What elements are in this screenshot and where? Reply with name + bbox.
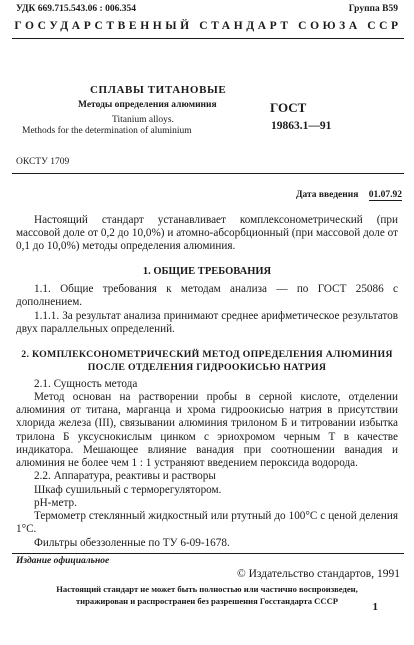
- equipment-item-ph-meter: pH-метр.: [34, 497, 77, 509]
- page-number: 1: [372, 601, 378, 613]
- official-edition-label: Издание официальное: [16, 556, 110, 566]
- standard-name: СПЛАВЫ ТИТАНОВЫЕ: [90, 84, 227, 96]
- intro-paragraph: Настоящий стандарт устанавливает комплексонометрический (при массовой доле от 0,2 до 10,0%) и атомно-абсорбционный (при массовой доле от 0,1 до 10,0%) методы определения алюминия.: [16, 214, 398, 253]
- section-2-1-heading: 2.1. Сущность метода: [34, 378, 138, 390]
- standard-method-ru: Методы определения алюминия: [78, 100, 217, 110]
- header-rule: [12, 38, 404, 39]
- equipment-item-drying-cabinet: Шкаф сушильный с терморегулятором.: [34, 484, 222, 496]
- introduction-date-label: Дата введения: [295, 190, 359, 200]
- equipment-item-thermometer: Термометр стеклянный жидкостный или ртутный до 100°С с ценой деления 1°С.: [16, 510, 398, 536]
- section-2-heading-line-2: ПОСЛЕ ОТДЕЛЕНИЯ ГИДРООКИСЬЮ НАТРИЯ: [87, 362, 327, 373]
- section-1-paragraph-2: 1.1.1. За результат анализа принимают среднее арифметическое результатов двух параллельных определений.: [16, 310, 398, 336]
- introduction-date: [296, 190, 402, 201]
- equipment-item-filters: Фильтры обеззоленные по ТУ 6-09-1678.: [34, 537, 230, 549]
- standard-method-en: Methods for the determination of aluminium: [22, 126, 192, 136]
- reproduction-notice-line-2: тиражирован и распространен без разрешения Госстандарта СССР: [75, 596, 339, 606]
- reproduction-notice-line-1: Настоящий стандарт не может быть полностью или частично воспроизведен,: [56, 584, 358, 594]
- gost-label: ГОСТ: [270, 100, 307, 115]
- introduction-date-value: 01.07.92: [368, 190, 402, 200]
- footer-rule: [12, 553, 404, 554]
- section-1-heading: 1. ОБЩИЕ ТРЕБОВАНИЯ: [142, 266, 272, 277]
- section-2-heading-line-1: 2. КОМПЛЕКСОНОМЕТРИЧЕСКИЙ МЕТОД ОПРЕДЕЛЕНИЯ АЛЮМИНИЯ: [21, 349, 393, 360]
- udk-code: УДК 669.715.543.06 : 006.354: [16, 4, 136, 14]
- document-header-title: ГОСУДАРСТВЕННЫЙ СТАНДАРТ СОЮЗА ССР: [14, 20, 402, 32]
- section-2-1-paragraph: Метод основан на растворении пробы в серной кислоте, отделении алюминия от титана, марганца и хрома гидроокисью натрия в присутствии хлорида железа (III), связывании алюминия трилоном Б и титровании избытка трилона Б уксуснокислым цинком с эриохромом черным Т в качестве индикатора. Мешающее влияние ванадия при соотношении ванадия и алюминия не более чем 1 : 1 устраняют введением пероксида водорода.: [16, 391, 398, 470]
- section-1-paragraph-1: 1.1. Общие требования к методам анализа — по ГОСТ 25086 с дополнением.: [16, 283, 398, 309]
- title-block-rule: [12, 173, 404, 174]
- group-code: Группа В59: [348, 4, 398, 14]
- gost-number: 19863.1—91: [271, 120, 332, 132]
- publisher-copyright: © Издательство стандартов, 1991: [236, 568, 400, 580]
- section-2-2-heading: 2.2. Аппаратура, реактивы и растворы: [34, 470, 216, 482]
- standard-name-en: Titanium alloys.: [112, 115, 174, 125]
- okstu-code: ОКСТУ 1709: [16, 157, 70, 167]
